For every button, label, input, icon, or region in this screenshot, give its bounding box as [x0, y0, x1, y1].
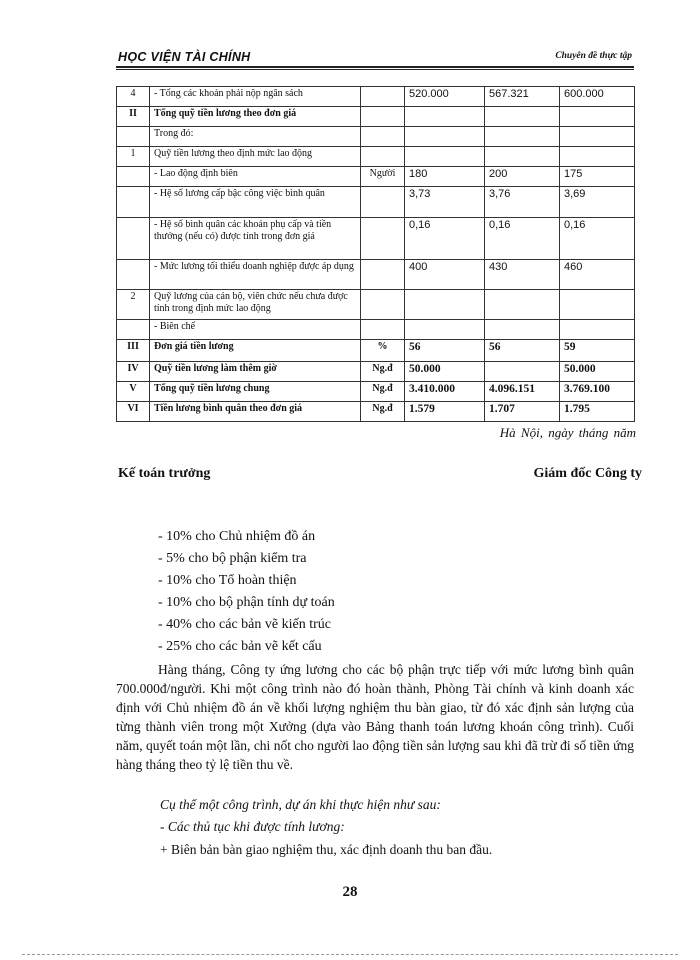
table-row — [117, 260, 635, 290]
table-row — [117, 362, 635, 382]
cell-number: 2 — [117, 290, 150, 320]
cell-number: V — [117, 382, 150, 402]
table-row — [117, 87, 635, 107]
cell-unit — [361, 87, 405, 107]
cell-value-1 — [405, 147, 485, 167]
cell-number — [117, 167, 150, 187]
cell-value-2 — [485, 147, 560, 167]
cell-unit — [361, 127, 405, 147]
header-divider — [116, 66, 634, 70]
list-item: - 10% cho Chủ nhiệm đồ án — [158, 529, 316, 544]
cell-number — [117, 187, 150, 218]
cell-value-2: 1.707 — [485, 402, 560, 422]
cell-item: Quỹ lương của cán bộ, viên chức nếu chưa được tính trong định mức lao động — [150, 290, 361, 320]
cell-value-3: 0,16 — [560, 218, 635, 260]
cell-unit — [361, 218, 405, 260]
table-row — [117, 107, 635, 127]
table-row — [117, 290, 635, 320]
cell-item: Trong đó: — [150, 127, 361, 147]
cell-item: - Lao động định biên — [150, 167, 361, 187]
cell-number: 1 — [117, 147, 150, 167]
cell-value-1: 3.410.000 — [405, 382, 485, 402]
cell-value-1: 50.000 — [405, 362, 485, 382]
list-item: - 10% cho bộ phận tính dự toán — [158, 595, 335, 610]
cell-value-2 — [485, 320, 560, 340]
cell-unit: Ng.đ — [361, 382, 405, 402]
cell-value-2 — [485, 362, 560, 382]
cell-value-2: 4.096.151 — [485, 382, 560, 402]
cell-number: IV — [117, 362, 150, 382]
cell-value-1: 0,16 — [405, 218, 485, 260]
list-item: - 40% cho các bản vẽ kiến trúc — [158, 617, 331, 632]
cell-item: Tổng quỹ tiền lương theo đơn giá — [150, 107, 361, 127]
cell-value-2: 0,16 — [485, 218, 560, 260]
cell-unit — [361, 260, 405, 290]
cell-value-1: 400 — [405, 260, 485, 290]
signature-chief-accountant: Kế toán trưởng — [118, 466, 211, 481]
cell-value-1: 3,73 — [405, 187, 485, 218]
cell-value-2: 567.321 — [485, 87, 560, 107]
cell-unit: Ng.đ — [361, 402, 405, 422]
cell-item: - Mức lương tối thiểu doanh nghiệp được áp dụng — [150, 260, 361, 290]
page-number: 28 — [342, 884, 358, 900]
cell-item: Đơn giá tiền lương — [150, 340, 361, 362]
cell-value-3: 175 — [560, 167, 635, 187]
cell-number — [117, 127, 150, 147]
cell-number: II — [117, 107, 150, 127]
cell-value-3: 3,69 — [560, 187, 635, 218]
cell-item: Tiền lương bình quân theo đơn giá — [150, 402, 361, 422]
cell-item: - Tổng các khoản phải nộp ngân sách — [150, 87, 361, 107]
cell-value-2 — [485, 290, 560, 320]
cell-value-1 — [405, 107, 485, 127]
table-row — [117, 147, 635, 167]
cell-value-1 — [405, 320, 485, 340]
cell-item: Quỹ tiền lương làm thêm giờ — [150, 362, 361, 382]
table-row — [117, 187, 635, 218]
cell-unit: % — [361, 340, 405, 362]
salary-budget-table — [116, 86, 635, 422]
cell-value-3: 3.769.100 — [560, 382, 635, 402]
table-row — [117, 167, 635, 187]
table-row — [117, 127, 635, 147]
cell-value-3: 460 — [560, 260, 635, 290]
header-document-type: Chuyên đề thực tập — [555, 51, 632, 61]
cell-unit: Người — [361, 167, 405, 187]
cell-number — [117, 260, 150, 290]
subheading-salary-procedures: - Các thủ tục khi được tính lương: — [160, 819, 345, 834]
cell-value-3 — [560, 290, 635, 320]
cell-value-1: 180 — [405, 167, 485, 187]
table-row — [117, 382, 635, 402]
table-row — [117, 402, 635, 422]
list-item: - 5% cho bộ phận kiểm tra — [158, 551, 307, 566]
list-item: - 10% cho Tổ hoàn thiện — [158, 573, 297, 588]
table-row — [117, 340, 635, 362]
cell-value-1: 1.579 — [405, 402, 485, 422]
body-paragraph: Hàng tháng, Công ty ứng lương cho các bộ phận trực tiếp với mức lương bình quân 700.000đ/người. Khi một công trình nào đó hoàn thành, Phòng Tài chính và kinh doanh xác định với Chủ nhiệm đồ án về khối lượng nghiệm thu bàn giao, từ đó xác định sản lượng của từng thành viên trong một Xưởng (dựa vào Bảng thanh toán lương khoán công trình). Cuối năm, quyết toán một lần, chi nốt cho người lao động tiền sản lượng sau khi đã trừ đi số tiền ứng hàng tháng theo tỷ lệ tiền thu về. — [116, 662, 634, 772]
cell-value-3: 1.795 — [560, 402, 635, 422]
dateline: Hà Nội, ngày tháng năm — [499, 425, 636, 440]
cell-value-2: 56 — [485, 340, 560, 362]
cell-number — [117, 320, 150, 340]
cell-value-3 — [560, 147, 635, 167]
list-item: - 25% cho các bản vẽ kết cấu — [158, 639, 322, 654]
cell-value-2: 3,76 — [485, 187, 560, 218]
footer-divider — [22, 954, 678, 955]
cell-number: VI — [117, 402, 150, 422]
subheading-project-detail: Cụ thể một công trình, dự án khi thực hiện như sau: — [160, 797, 441, 812]
cell-value-1: 56 — [405, 340, 485, 362]
cell-value-1 — [405, 290, 485, 320]
cell-value-1: 520.000 — [405, 87, 485, 107]
cell-value-3 — [560, 107, 635, 127]
cell-value-3: 600.000 — [560, 87, 635, 107]
cell-item: - Hệ số lương cấp bậc công việc bình quân — [150, 187, 361, 218]
cell-value-2 — [485, 127, 560, 147]
cell-unit — [361, 107, 405, 127]
cell-value-3 — [560, 320, 635, 340]
table-row — [117, 320, 635, 340]
cell-unit: Ng.đ — [361, 362, 405, 382]
table-row — [117, 218, 635, 260]
cell-value-3: 50.000 — [560, 362, 635, 382]
allocation-list — [158, 528, 335, 660]
cell-unit — [361, 147, 405, 167]
cell-item: Tổng quỹ tiền lương chung — [150, 382, 361, 402]
procedure-item: + Biên bản bàn giao nghiệm thu, xác định doanh thu ban đầu. — [160, 842, 493, 857]
cell-value-2: 430 — [485, 260, 560, 290]
cell-value-3 — [560, 127, 635, 147]
cell-number: III — [117, 340, 150, 362]
cell-unit — [361, 320, 405, 340]
cell-value-2: 200 — [485, 167, 560, 187]
signature-director: Giám đốc Công ty — [533, 466, 642, 481]
cell-number: 4 — [117, 87, 150, 107]
cell-unit — [361, 187, 405, 218]
cell-unit — [361, 290, 405, 320]
cell-item: - Biên chế — [150, 320, 361, 340]
cell-number — [117, 218, 150, 260]
cell-item: - Hệ số bình quân các khoản phụ cấp và tiền thưởng (nếu có) được tính trong đơn giá — [150, 218, 361, 260]
cell-value-3: 59 — [560, 340, 635, 362]
cell-item: Quỹ tiền lương theo định mức lao động — [150, 147, 361, 167]
cell-value-2 — [485, 107, 560, 127]
cell-value-1 — [405, 127, 485, 147]
header-institution: HỌC VIỆN TÀI CHÍNH — [118, 50, 251, 64]
